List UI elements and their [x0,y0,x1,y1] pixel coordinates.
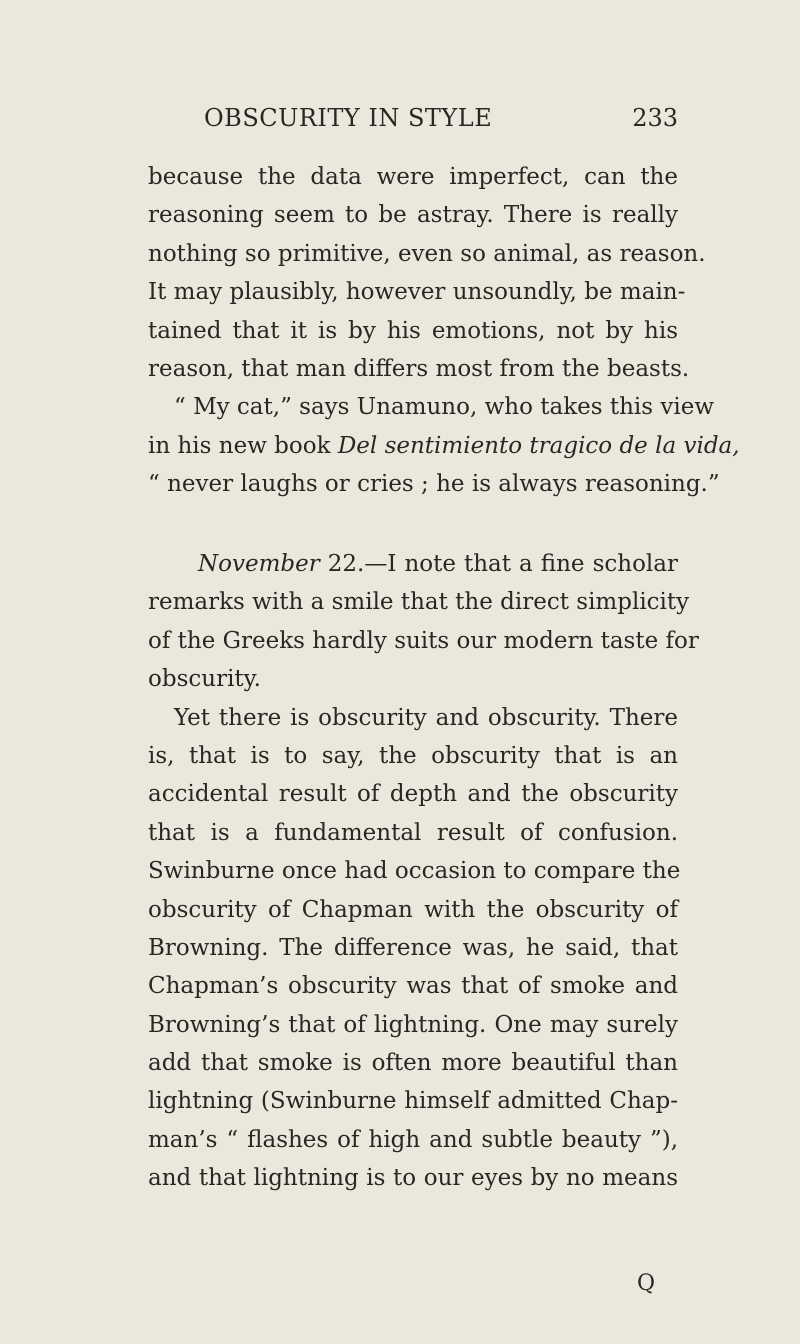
text-line: accidental result of depth and the obscurity [148,781,678,808]
text-line: Chapman’s obscurity was that of smoke and [148,973,678,1000]
text-line: reasoning seem to be astray. There is really [148,202,678,229]
text-line: that is a fundamental result of confusion. [148,819,678,846]
text-line-book-title [148,427,740,465]
text-line: is, that is to say, the obscurity that is an [148,742,678,769]
text-line: because the data were imperfect, can the [148,164,678,190]
text-line: Yet there is obscurity and obscurity. There [174,704,678,731]
paragraph-reasoning [148,158,740,504]
text-line: of the Greeks hardly suits our modern taste for [148,627,699,654]
text-line: and that lightning is to our eyes by no means [148,1165,678,1192]
text-line: Swinburne once had occasion to compare the [148,858,681,885]
page-number: 233 [632,104,678,132]
entry-date-line [148,545,678,583]
text-line: reason, that man differs most from the beasts. [148,355,690,382]
text-line: Browning’s that of lightning. One may surely [148,1011,678,1038]
text-line: It may plausibly, however unsoundly, be main- [148,279,686,306]
text-line: remarks with a smile that the direct simplicity [148,589,690,616]
text-line: obscurity. [148,666,261,693]
text-line-prefix: in his new book [148,432,338,459]
signature-mark: Q [637,1271,656,1296]
text-line: man’s “ flashes of high and subtle beauty ”), [148,1126,678,1153]
running-header [148,104,678,138]
entry-date-rest: 22.—I note that a fine scholar [319,551,678,577]
text-line: obscurity of Chapman with the obscurity of [148,896,678,923]
running-title: OBSCURITY IN STYLE [204,104,493,132]
text-line: add that smoke is often more beautiful than [148,1050,678,1077]
text-line: nothing so primitive, even so animal, as reason. [148,240,706,267]
book-title-italic: Del sentimiento tragico de la vida, [337,432,740,459]
text-line: “ My cat,” says Unamuno, who takes this view [174,394,715,421]
text-line: “ never laughs or cries ; he is always reasoning.” [148,471,720,498]
entry-november [148,545,699,1198]
text-line: lightning (Swinburne himself admitted Chap- [148,1088,678,1115]
text-line: Browning. The difference was, he said, that [148,934,678,961]
text-line: tained that it is by his emotions, not by his [148,317,678,344]
entry-date: November [198,551,320,577]
